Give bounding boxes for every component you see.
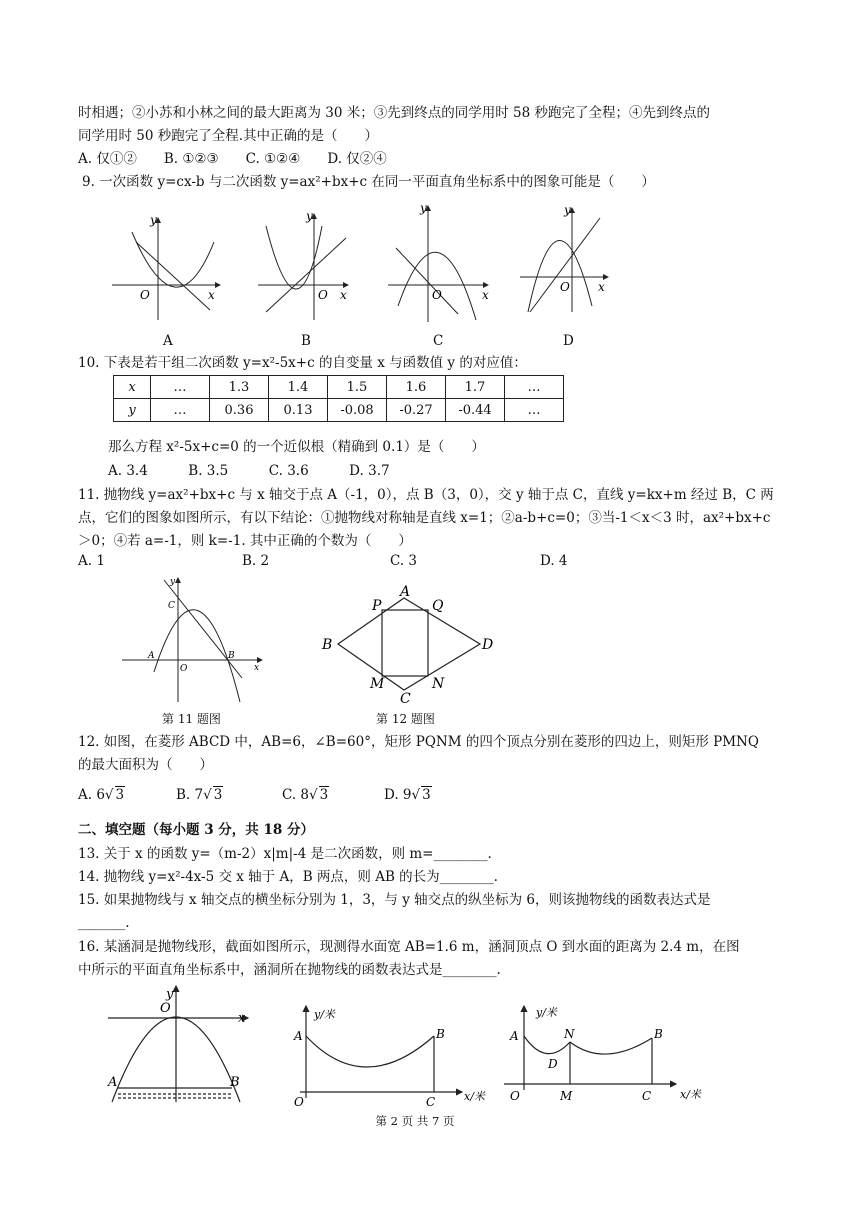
- fig16-a: A: [108, 1075, 118, 1090]
- fig11-x: x: [254, 663, 260, 673]
- fig16-x: x: [238, 1011, 246, 1026]
- table-cell: x: [114, 376, 151, 399]
- fig-bridge-1: [286, 998, 486, 1128]
- table-row: [114, 399, 564, 422]
- q12-option-a: [78, 787, 125, 803]
- q10-options: A. 3.4 B. 3.5 C. 3.6 D. 3.7: [108, 463, 390, 479]
- q12-line-2: 的最大面积为（ ）: [78, 757, 213, 773]
- q9-a-x: x: [208, 288, 215, 302]
- fig-b2-n: N: [564, 1027, 575, 1041]
- table-row: [114, 376, 564, 399]
- q12-c-prefix: C. 8: [282, 787, 310, 803]
- fig11-c: C: [168, 601, 175, 611]
- fig12-c: C: [400, 691, 411, 707]
- page-footer: 第 2 页 共 7 页: [375, 1114, 455, 1128]
- q12-c-radicand: 3: [319, 787, 329, 803]
- q9-graphs: [108, 202, 628, 322]
- table-cell: 1.7: [446, 376, 505, 399]
- q12-a-radicand: 3: [115, 787, 125, 803]
- table-cell: -0.08: [328, 399, 387, 422]
- q12-option-c: [282, 787, 329, 803]
- q12-b-prefix: B. 7: [176, 787, 204, 803]
- q9-a-o: O: [140, 288, 150, 302]
- fig-b1-b: B: [436, 1027, 445, 1041]
- q9-c-x: x: [482, 288, 489, 302]
- q9-label-d: D: [563, 333, 574, 349]
- sqrt-symbol: √ 3: [411, 787, 431, 803]
- q12-d-radicand: 3: [422, 787, 431, 803]
- q11-option-a: A. 1: [78, 553, 105, 569]
- q12-d-prefix: D. 9: [384, 787, 412, 803]
- fig-b1-yunit: y/米: [314, 1008, 335, 1021]
- q11-line-3: ＞0；④若 a=-1，则 k=-1. 其中正确的个数为（ ）: [78, 533, 412, 549]
- q9-d-o: O: [560, 280, 570, 294]
- q9-label-c: C: [433, 333, 444, 349]
- q8-line-1: 时相遇；②小苏和小林之间的最大距离为 30 米；③先到终点的同学用时 58 秒跑完了全程；④先到终点的: [78, 105, 711, 121]
- fig-bridge-2: [500, 998, 720, 1128]
- fig12-caption: 第 12 题图: [376, 712, 435, 726]
- q9-graph-d: [520, 208, 608, 312]
- q8-options: A. 仅①② B. ①②③ C. ①②④ D. 仅②④: [78, 151, 387, 167]
- fig11-y: y: [170, 577, 176, 587]
- table-cell: y: [114, 399, 151, 422]
- fig-11: [118, 574, 278, 704]
- q16-line-2: 中所示的平面直角坐标系中，涵洞所在抛物线的函数表达式是________.: [78, 962, 501, 978]
- q9-b-y: y: [306, 209, 313, 223]
- fig11-caption: 第 11 题图: [162, 712, 221, 726]
- q12-a-prefix: A. 6: [78, 787, 105, 803]
- q12-option-d: [384, 787, 432, 803]
- fig11-a: A: [148, 651, 155, 661]
- q10-question: 那么方程 x²-5x+c=0 的一个近似根（精确到 0.1）是（ ）: [108, 439, 485, 455]
- q9-c-o: O: [432, 288, 442, 302]
- fig12-d: D: [482, 637, 494, 653]
- q16-line-1: 16. 某涵洞是抛物线形，截面如图所示，现测得水面宽 AB=1.6 m，涵洞顶点 O 到水面的距离为 2.4 m，在图: [78, 939, 740, 955]
- q8-line-2: 同学用时 50 秒跑完了全程.其中正确的是（ ）: [78, 128, 379, 144]
- fig-b2-a: A: [510, 1029, 519, 1043]
- q9-text: 9. 一次函数 y=cx-b 与二次函数 y=ax²+bx+c 在同一平面直角坐标系中的图象可能是（ ）: [82, 174, 655, 190]
- q9-d-x: x: [598, 280, 605, 294]
- fig12-m: M: [370, 676, 385, 692]
- fig12-a: A: [400, 584, 411, 600]
- fig-b1-c: C: [426, 1095, 436, 1109]
- fig-b2-d: D: [548, 1057, 558, 1071]
- fig-b2-yunit: y/米: [536, 1006, 557, 1019]
- table-cell: 1.4: [269, 376, 328, 399]
- fig16-o: O: [160, 1001, 171, 1016]
- q11-option-d: D. 4: [540, 553, 568, 569]
- table-cell: -0.44: [446, 399, 505, 422]
- table-cell: …: [505, 399, 564, 422]
- q11-line-1: 11. 抛物线 y=ax²+bx+c 与 x 轴交于点 A（-1，0），点 B（3，0），交 y 轴于点 C，直线 y=kx+m 经过 B，C 两: [78, 487, 774, 503]
- q9-b-x: x: [340, 288, 347, 302]
- fig12-b: B: [322, 637, 333, 653]
- q10-table: [113, 375, 564, 422]
- q9-graph-b: [258, 214, 348, 320]
- q10-text: 10. 下表是若干组二次函数 y=x²-5x+c 的自变量 x 与函数值 y 的对应值：: [78, 355, 527, 371]
- fig-16-culvert: [104, 984, 264, 1114]
- table-cell: 1.5: [328, 376, 387, 399]
- fig12-p: P: [372, 598, 382, 614]
- q11-line-2: 点，它们的图象如图所示，有以下结论：①抛物线对称轴是直线 x=1；②a-b+c=0；③当-1＜x＜3 时，ax²+bx+c: [78, 510, 771, 526]
- fig11-b: B: [228, 651, 235, 661]
- table-cell: …: [151, 399, 210, 422]
- q12-line-1: 12. 如图，在菱形 ABCD 中，AB=6，∠B=60°，矩形 PQNM 的四个顶点分别在菱形的四边上，则矩形 PMNQ: [78, 734, 759, 750]
- fig12-q: Q: [432, 598, 444, 614]
- q9-d-y: y: [564, 203, 571, 217]
- sqrt-symbol: √ 3: [203, 787, 223, 803]
- fig-b2-xunit: x/米: [680, 1088, 701, 1101]
- q9-b-o: O: [318, 288, 328, 302]
- q9-graph-a: [112, 218, 220, 320]
- fig-b2-c: C: [642, 1089, 652, 1103]
- table-cell: 0.36: [210, 399, 269, 422]
- fig-12: [316, 582, 516, 712]
- sqrt-symbol: √ 3: [104, 787, 125, 803]
- q9-a-y: y: [150, 213, 157, 227]
- table-cell: 0.13: [269, 399, 328, 422]
- table-cell: …: [505, 376, 564, 399]
- q9-c-y: y: [420, 201, 427, 215]
- fig16-y: y: [166, 987, 174, 1002]
- fig-b2-m: M: [560, 1089, 573, 1103]
- fig-b2-o: O: [510, 1089, 520, 1103]
- sqrt-symbol: √ 3: [309, 787, 329, 803]
- fig11-o: O: [180, 664, 188, 674]
- fig-b1-o: O: [294, 1095, 304, 1109]
- fig-b2-b: B: [654, 1027, 663, 1041]
- q15-line-1: 15. 如果抛物线与 x 轴交点的横坐标分别为 1，3，与 y 轴交点的纵坐标为 6，则该抛物线的函数表达式是: [78, 892, 711, 908]
- q9-label-a: A: [163, 333, 173, 349]
- q9-label-b: B: [301, 333, 311, 349]
- q15-line-2: _______.: [78, 915, 130, 931]
- q11-option-b: B. 2: [242, 553, 270, 569]
- table-cell: -0.27: [387, 399, 446, 422]
- q12-b-radicand: 3: [213, 787, 223, 803]
- q12-option-b: [176, 787, 223, 803]
- table-cell: …: [151, 376, 210, 399]
- fig-b1-xunit: x/米: [464, 1090, 485, 1103]
- q9-graph-c: [388, 206, 488, 322]
- fig-b1-a: A: [294, 1029, 303, 1043]
- table-cell: 1.6: [387, 376, 446, 399]
- q14-text: 14. 抛物线 y=x²-4x-5 交 x 轴于 A，B 两点，则 AB 的长为________.: [78, 869, 498, 885]
- fig12-n: N: [432, 676, 445, 692]
- fig16-b: B: [230, 1075, 240, 1090]
- section-2-heading: 二、填空题（每小题 3 分，共 18 分）: [78, 822, 314, 838]
- q11-option-c: C. 3: [390, 553, 418, 569]
- table-cell: 1.3: [210, 376, 269, 399]
- q13-text: 13. 关于 x 的函数 y=（m-2）x|m|-4 是二次函数，则 m=________.: [78, 846, 492, 862]
